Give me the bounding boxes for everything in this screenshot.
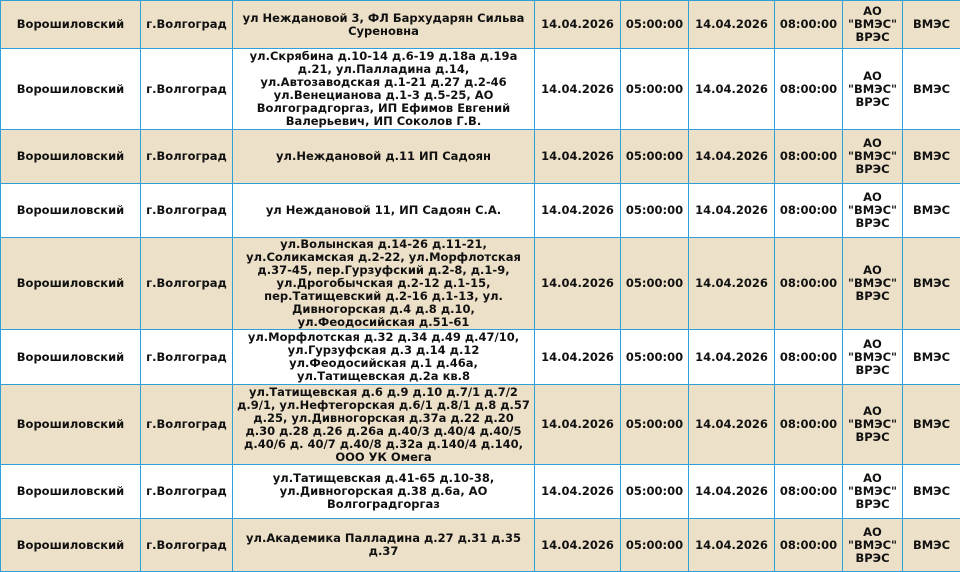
- address-cell: ул.Морфлотская д.32 д.34 д.49 д.47/10, ул.Гурзуфская д.3 д.14 д.12 ул.Феодосийская д.1 д.46а, ул.Татищевская д.2а кв.8: [233, 330, 535, 385]
- table-row: [1, 385, 960, 465]
- end-time-cell: 08:00:00: [775, 238, 843, 330]
- address-cell: ул.Неждановой д.11 ИП Садоян: [233, 130, 535, 184]
- start-date-cell: 14.04.2026: [535, 519, 621, 572]
- start-date-cell: 14.04.2026: [535, 465, 621, 519]
- table-row: [1, 49, 960, 130]
- network-code-cell: ВМЭС: [903, 465, 960, 519]
- city-cell: г.Волгоград: [141, 184, 233, 238]
- end-time-cell: 08:00:00: [775, 49, 843, 130]
- city-cell: г.Волгоград: [141, 519, 233, 572]
- network-code-cell: ВМЭС: [903, 238, 960, 330]
- address-cell: ул.Волынская д.14-26 д.11-21, ул.Соликамская д.2-22, ул.Морфлотская д.37-45, пер.Гурзуфский д.2-8, д.1-9, ул.Дрогобычская д.2-12 д.1-15, пер.Татищевский д.2-16 д.1-13, ул. Дивногорская д.4 д.8 д.10, ул.Феодосийская д.51-61: [233, 238, 535, 330]
- start-time-cell: 05:00:00: [621, 49, 689, 130]
- end-date-cell: 14.04.2026: [689, 385, 775, 465]
- table-row: [1, 519, 960, 572]
- end-time-cell: 08:00:00: [775, 519, 843, 572]
- organization-cell: АО "ВМЭС" ВРЭС: [843, 130, 903, 184]
- address-cell: ул Неждановой 11, ИП Садоян С.А.: [233, 184, 535, 238]
- table-row: [1, 184, 960, 238]
- start-time-cell: 05:00:00: [621, 1, 689, 49]
- district-cell: Ворошиловский: [1, 1, 141, 49]
- end-time-cell: 08:00:00: [775, 465, 843, 519]
- organization-cell: АО "ВМЭС" ВРЭС: [843, 184, 903, 238]
- city-cell: г.Волгоград: [141, 130, 233, 184]
- end-date-cell: 14.04.2026: [689, 465, 775, 519]
- start-time-cell: 05:00:00: [621, 519, 689, 572]
- start-date-cell: 14.04.2026: [535, 130, 621, 184]
- organization-cell: АО "ВМЭС" ВРЭС: [843, 519, 903, 572]
- city-cell: г.Волгоград: [141, 465, 233, 519]
- start-time-cell: 05:00:00: [621, 184, 689, 238]
- network-code-cell: ВМЭС: [903, 130, 960, 184]
- end-date-cell: 14.04.2026: [689, 184, 775, 238]
- start-time-cell: 05:00:00: [621, 385, 689, 465]
- city-cell: г.Волгоград: [141, 49, 233, 130]
- end-time-cell: 08:00:00: [775, 184, 843, 238]
- network-code-cell: ВМЭС: [903, 330, 960, 385]
- start-date-cell: 14.04.2026: [535, 238, 621, 330]
- end-date-cell: 14.04.2026: [689, 519, 775, 572]
- district-cell: Ворошиловский: [1, 49, 141, 130]
- organization-cell: АО "ВМЭС" ВРЭС: [843, 238, 903, 330]
- address-cell: ул.Академика Палладина д.27 д.31 д.35 д.37: [233, 519, 535, 572]
- table-row: [1, 465, 960, 519]
- organization-cell: АО "ВМЭС" ВРЭС: [843, 385, 903, 465]
- network-code-cell: ВМЭС: [903, 49, 960, 130]
- start-date-cell: 14.04.2026: [535, 49, 621, 130]
- organization-cell: АО "ВМЭС" ВРЭС: [843, 465, 903, 519]
- table-row: [1, 238, 960, 330]
- organization-cell: АО "ВМЭС" ВРЭС: [843, 330, 903, 385]
- end-time-cell: 08:00:00: [775, 385, 843, 465]
- district-cell: Ворошиловский: [1, 130, 141, 184]
- table-row: [1, 130, 960, 184]
- district-cell: Ворошиловский: [1, 385, 141, 465]
- organization-cell: АО "ВМЭС" ВРЭС: [843, 1, 903, 49]
- district-cell: Ворошиловский: [1, 184, 141, 238]
- start-date-cell: 14.04.2026: [535, 330, 621, 385]
- network-code-cell: ВМЭС: [903, 519, 960, 572]
- start-time-cell: 05:00:00: [621, 465, 689, 519]
- district-cell: Ворошиловский: [1, 519, 141, 572]
- end-time-cell: 08:00:00: [775, 330, 843, 385]
- table-row: [1, 1, 960, 49]
- end-date-cell: 14.04.2026: [689, 330, 775, 385]
- city-cell: г.Волгоград: [141, 385, 233, 465]
- network-code-cell: ВМЭС: [903, 184, 960, 238]
- address-cell: ул Неждановой 3, ФЛ Бархударян Сильва Суреновна: [233, 1, 535, 49]
- end-time-cell: 08:00:00: [775, 130, 843, 184]
- end-date-cell: 14.04.2026: [689, 1, 775, 49]
- district-cell: Ворошиловский: [1, 238, 141, 330]
- start-time-cell: 05:00:00: [621, 330, 689, 385]
- start-date-cell: 14.04.2026: [535, 1, 621, 49]
- end-date-cell: 14.04.2026: [689, 130, 775, 184]
- organization-cell: АО "ВМЭС" ВРЭС: [843, 49, 903, 130]
- district-cell: Ворошиловский: [1, 465, 141, 519]
- address-cell: ул.Татищевская д.41-65 д.10-38, ул.Дивногорская д.38 д.6а, АО Волгоградгоргаз: [233, 465, 535, 519]
- start-date-cell: 14.04.2026: [535, 184, 621, 238]
- city-cell: г.Волгоград: [141, 1, 233, 49]
- network-code-cell: ВМЭС: [903, 385, 960, 465]
- start-time-cell: 05:00:00: [621, 238, 689, 330]
- network-code-cell: ВМЭС: [903, 1, 960, 49]
- table-row: [1, 330, 960, 385]
- address-cell: ул.Татищевская д.6 д.9 д.10 д.7/1 д.7/2 д.9/1, ул.Нефтегорская д.6/1 д.8/1 д.8 д.57 д.25, ул.Дивногорская д.37а д.22 д.20 д.30 д.28 д.26 д.26а д.40/3 д.40/4 д.40/5 д.40/6 д. 40/7 д.40/8 д.32а д.140/4 д.140, ООО УК Омега: [233, 385, 535, 465]
- start-date-cell: 14.04.2026: [535, 385, 621, 465]
- end-date-cell: 14.04.2026: [689, 238, 775, 330]
- city-cell: г.Волгоград: [141, 238, 233, 330]
- district-cell: Ворошиловский: [1, 330, 141, 385]
- start-time-cell: 05:00:00: [621, 130, 689, 184]
- end-date-cell: 14.04.2026: [689, 49, 775, 130]
- address-cell: ул.Скрябина д.10-14 д.6-19 д.18а д.19а д.21, ул.Палладина д.14, ул.Автозаводская д.1-21 д.27 д.2-46 ул.Венецианова д.1-3 д.5-25, АО Волгоградгоргаз, ИП Ефимов Евгений Валерьевич, ИП Соколов Г.В.: [233, 49, 535, 130]
- end-time-cell: 08:00:00: [775, 1, 843, 49]
- city-cell: г.Волгоград: [141, 330, 233, 385]
